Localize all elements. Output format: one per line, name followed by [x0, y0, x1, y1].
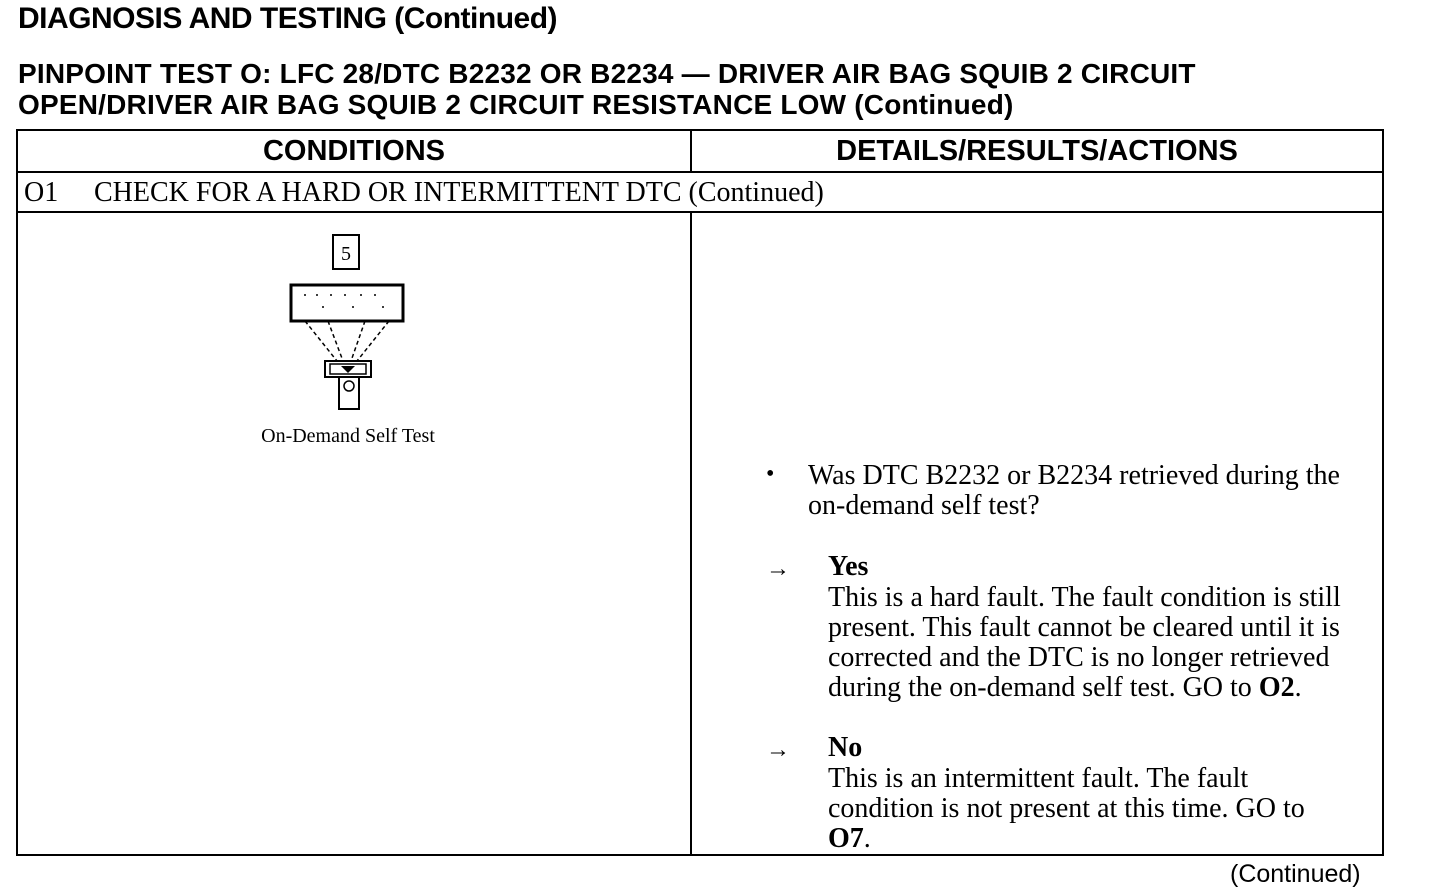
details-header: DETAILS/RESULTS/ACTIONS — [836, 135, 1238, 167]
scan-tool-icon — [283, 233, 413, 433]
result-line: corrected and the DTC is no longer retrieved — [828, 642, 1330, 673]
pinpoint-title-line-2: OPEN/DRIVER AIR BAG SQUIB 2 CIRCUIT RESISTANCE LOW (Continued) — [18, 89, 1014, 120]
result-punctuation: . — [863, 823, 871, 854]
column-divider — [690, 213, 692, 854]
result-line: present. This fault cannot be cleared until it is — [828, 612, 1340, 643]
goto-step-link-o2[interactable]: O2 — [1258, 672, 1295, 703]
no-result-body — [828, 764, 1305, 854]
pinpoint-test-title — [18, 58, 1196, 120]
conditions-header: CONDITIONS — [262, 135, 446, 167]
arrow-right-icon: → — [766, 556, 790, 582]
question-line: on-demand self test? — [808, 490, 1040, 521]
goto-step-link-o7[interactable]: O7 — [828, 823, 864, 854]
arrow-right-icon: → — [766, 737, 790, 763]
result-line — [828, 824, 1305, 854]
result-line: condition is not present at this time. GO to — [828, 793, 1305, 824]
yes-result-title: Yes — [828, 551, 869, 582]
test-question — [808, 461, 1340, 521]
pinpoint-title-line-1: PINPOINT TEST O: LFC 28/DTC B2232 OR B2234 — DRIVER AIR BAG SQUIB 2 CIRCUIT — [18, 58, 1196, 89]
step-row — [18, 171, 1382, 213]
result-line: This is a hard fault. The fault condition is still — [828, 582, 1341, 613]
figure-step-number: 5 — [341, 243, 351, 265]
continued-footer: (Continued) — [1230, 860, 1361, 888]
figure-caption: On-Demand Self Test — [261, 425, 435, 447]
step-title: CHECK FOR A HARD OR INTERMITTENT DTC (Continued) — [94, 177, 824, 208]
bullet-icon: • — [766, 461, 775, 487]
result-punctuation: . — [1294, 672, 1302, 703]
page-title: DIAGNOSIS AND TESTING (Continued) — [18, 2, 558, 35]
result-line: This is an intermittent fault. The fault — [828, 763, 1249, 794]
table-header-row — [18, 131, 1382, 173]
question-line: Was DTC B2232 or B2234 retrieved during the — [808, 460, 1340, 491]
pinpoint-test-table — [16, 129, 1384, 856]
result-line — [828, 673, 1341, 703]
result-text: during the on-demand self test. GO to — [828, 672, 1259, 703]
yes-result-body — [828, 583, 1341, 703]
no-result-title: No — [828, 732, 863, 763]
step-number: O1 — [24, 177, 59, 208]
